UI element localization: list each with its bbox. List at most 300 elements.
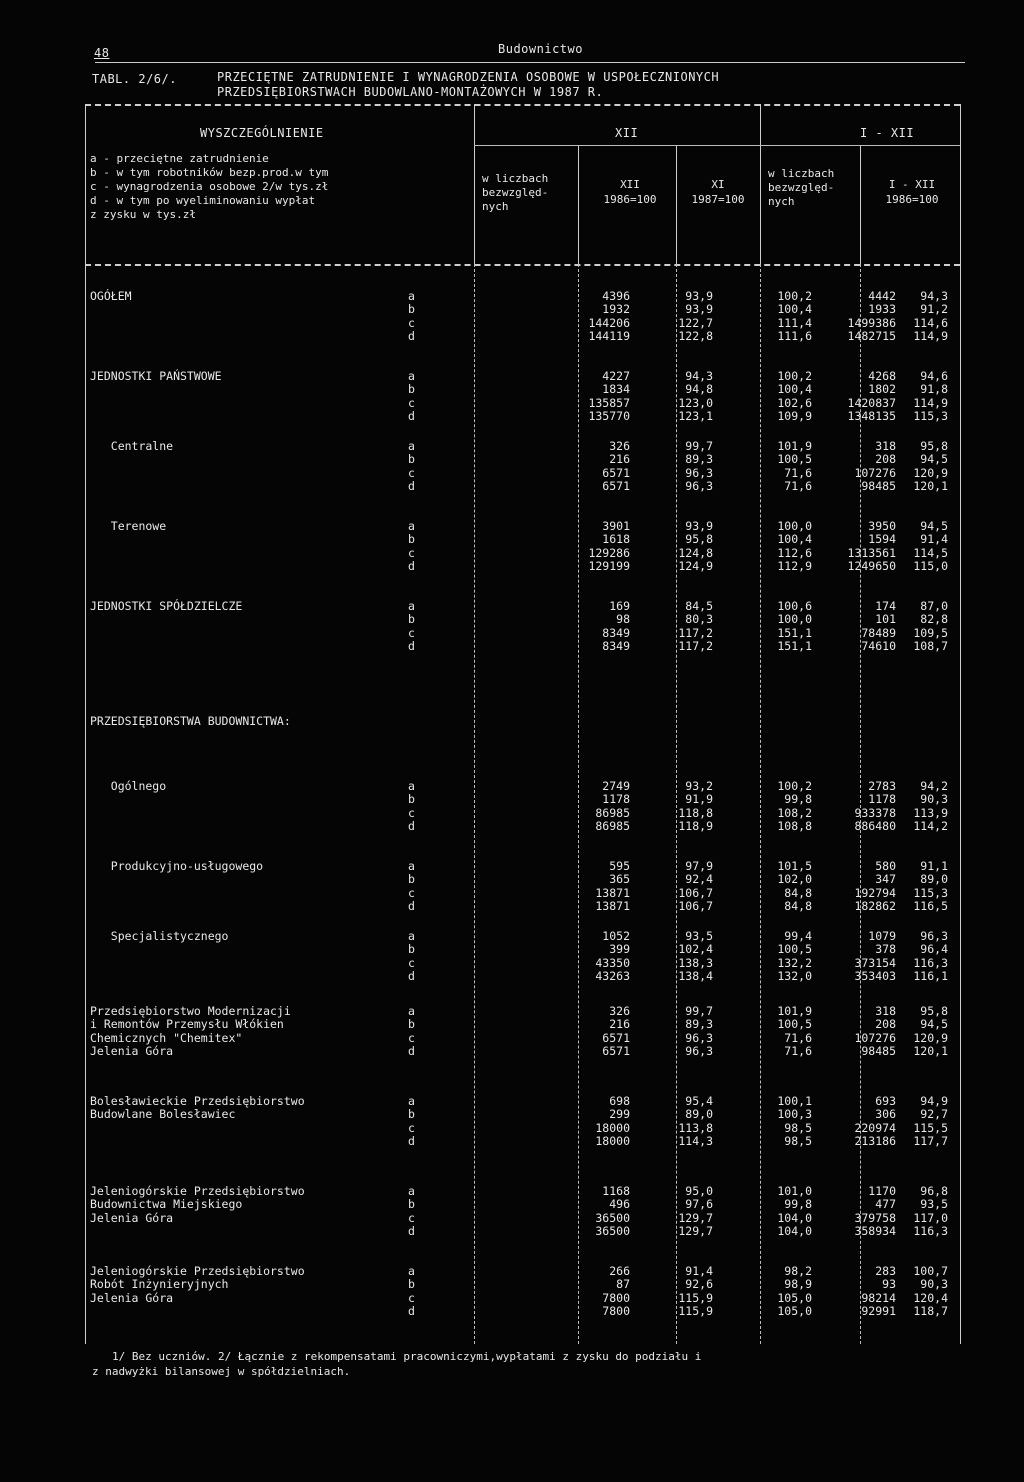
col-xii-1986: 96,3 bbox=[685, 1030, 713, 1045]
col-abs-i-xii: 98485 bbox=[861, 478, 896, 493]
group-label: Jeleniogórskie Przedsiębiorstwo bbox=[90, 1264, 305, 1278]
col-abs-i-xii: 3950 bbox=[868, 519, 896, 533]
col-xii-1986: 95,8 bbox=[685, 532, 713, 547]
row-code: d bbox=[408, 968, 415, 983]
table-row bbox=[90, 1185, 960, 1198]
col-xii-1986: 94,3 bbox=[685, 369, 713, 383]
row-code: a bbox=[408, 1094, 415, 1108]
col-xii-xi: 84,8 bbox=[784, 898, 812, 913]
col-i-xii-1986: 91,8 bbox=[920, 382, 948, 397]
row-code: c bbox=[408, 1210, 415, 1225]
group-label: Budownictwa Miejskiego bbox=[90, 1197, 243, 1212]
col-xii-1986: 122,8 bbox=[678, 328, 713, 343]
group-label: Robót Inżynieryjnych bbox=[90, 1277, 229, 1292]
header-col5-line: 1986=100 bbox=[885, 193, 939, 206]
col-xii-1986: 124,8 bbox=[678, 545, 713, 560]
group-label: Jeleniogórskie Przedsiębiorstwo bbox=[90, 1184, 305, 1198]
row-code: c bbox=[408, 805, 415, 820]
col-xii-1986: 93,2 bbox=[685, 779, 713, 793]
col-abs-xii: 18000 bbox=[595, 1120, 630, 1135]
col-abs-xii: 8349 bbox=[602, 638, 630, 653]
col-abs-i-xii: 220974 bbox=[854, 1120, 896, 1135]
col-xii-1986: 96,3 bbox=[685, 478, 713, 493]
col-abs-xii: 2749 bbox=[602, 779, 630, 793]
col-abs-xii: 98 bbox=[616, 612, 630, 627]
col-xii-1986: 97,9 bbox=[685, 859, 713, 873]
col-xii-xi: 132,2 bbox=[777, 955, 812, 970]
col-xii-xi: 101,5 bbox=[777, 859, 812, 873]
col-xii-1986: 93,5 bbox=[685, 929, 713, 943]
col-abs-xii: 13871 bbox=[595, 898, 630, 913]
col-abs-xii: 86985 bbox=[595, 818, 630, 833]
col-abs-i-xii: 1348135 bbox=[847, 408, 896, 423]
table-row bbox=[90, 1212, 960, 1225]
col-i-xii-1986: 116,1 bbox=[913, 968, 948, 983]
col-abs-i-xii: 98214 bbox=[861, 1290, 896, 1305]
col-abs-xii: 7800 bbox=[602, 1303, 630, 1318]
header-divider-5 bbox=[860, 145, 861, 264]
group-label: Jelenia Góra bbox=[90, 1290, 174, 1305]
col-i-xii-1986: 108,7 bbox=[913, 638, 948, 653]
table-row bbox=[90, 807, 960, 820]
row-code: c bbox=[408, 395, 415, 410]
table-row bbox=[90, 627, 960, 640]
col-abs-i-xii: 4268 bbox=[868, 369, 896, 383]
table-row bbox=[90, 613, 960, 626]
col-xii-1986: 122,7 bbox=[678, 315, 713, 330]
col-abs-i-xii: 933378 bbox=[854, 805, 896, 820]
row-code: d bbox=[408, 558, 415, 573]
group-label: Bolesławieckie Przedsiębiorstwo bbox=[90, 1094, 305, 1108]
table-row bbox=[90, 1135, 960, 1148]
col-xii-xi: 98,5 bbox=[784, 1120, 812, 1135]
table-row bbox=[90, 290, 960, 303]
col-xii-1986: 84,5 bbox=[685, 599, 713, 613]
col-abs-i-xii: 93 bbox=[882, 1277, 896, 1292]
col-i-xii-1986: 91,2 bbox=[920, 302, 948, 317]
col-xii-1986: 117,2 bbox=[678, 638, 713, 653]
col-abs-xii: 36500 bbox=[595, 1210, 630, 1225]
legend-line: b - w tym robotników bezp.prod.w tym bbox=[90, 166, 329, 179]
col-xii-xi: 100,0 bbox=[777, 612, 812, 627]
col-abs-xii: 13871 bbox=[595, 885, 630, 900]
col-abs-xii: 1052 bbox=[602, 929, 630, 943]
col-xii-xi: 111,6 bbox=[777, 328, 812, 343]
col-xii-xi: 108,8 bbox=[777, 818, 812, 833]
col-abs-xii: 326 bbox=[609, 439, 630, 453]
col-xii-xi: 98,2 bbox=[784, 1264, 812, 1278]
row-code: b bbox=[408, 1017, 415, 1032]
col-abs-xii: 266 bbox=[609, 1264, 630, 1278]
table-row bbox=[90, 383, 960, 396]
col-xii-xi: 99,8 bbox=[784, 1197, 812, 1212]
col-xii-xi: 71,6 bbox=[784, 1043, 812, 1058]
col-abs-xii: 1932 bbox=[602, 302, 630, 317]
header-col5 bbox=[868, 177, 956, 207]
table-row bbox=[90, 410, 960, 423]
group-label: JEDNOSTKI PAŃSTWOWE bbox=[90, 369, 222, 383]
col-abs-i-xii: 4442 bbox=[868, 289, 896, 303]
legend-line: z zysku w tys.zł bbox=[90, 208, 196, 221]
col-i-xii-1986: 94,5 bbox=[920, 1017, 948, 1032]
header-col1-line: nych bbox=[482, 200, 509, 213]
col-i-xii-1986: 94,2 bbox=[920, 779, 948, 793]
table-row bbox=[90, 1225, 960, 1238]
col-abs-xii: 135857 bbox=[588, 395, 630, 410]
row-code: a bbox=[408, 369, 415, 383]
col-abs-i-xii: 2783 bbox=[868, 779, 896, 793]
col-abs-i-xii: 1420837 bbox=[847, 395, 896, 410]
col-abs-i-xii: 358934 bbox=[854, 1223, 896, 1238]
col-i-xii-1986: 94,9 bbox=[920, 1094, 948, 1108]
col-i-xii-1986: 115,5 bbox=[913, 1120, 948, 1135]
col-xii-1986: 97,6 bbox=[685, 1197, 713, 1212]
col-i-xii-1986: 100,7 bbox=[913, 1264, 948, 1278]
col-i-xii-1986: 93,5 bbox=[920, 1197, 948, 1212]
col-i-xii-1986: 90,3 bbox=[920, 792, 948, 807]
row-code: b bbox=[408, 792, 415, 807]
table-row bbox=[90, 453, 960, 466]
header-col3 bbox=[688, 177, 748, 207]
table-row bbox=[90, 957, 960, 970]
row-code: a bbox=[408, 1184, 415, 1198]
col-abs-xii: 216 bbox=[609, 1017, 630, 1032]
col-xii-1986: 80,3 bbox=[685, 612, 713, 627]
col-i-xii-1986: 91,4 bbox=[920, 532, 948, 547]
row-code: d bbox=[408, 1223, 415, 1238]
col-abs-xii: 1168 bbox=[602, 1184, 630, 1198]
header-col2 bbox=[600, 177, 660, 207]
col-abs-xii: 6571 bbox=[602, 478, 630, 493]
table-row bbox=[90, 317, 960, 330]
table-row bbox=[90, 930, 960, 943]
col-i-xii-1986: 96,3 bbox=[920, 929, 948, 943]
col-xii-xi: 84,8 bbox=[784, 885, 812, 900]
col-i-xii-1986: 114,5 bbox=[913, 545, 948, 560]
table-row bbox=[90, 793, 960, 806]
row-code: c bbox=[408, 1290, 415, 1305]
col-xii-xi: 99,4 bbox=[784, 929, 812, 943]
col-abs-i-xii: 1802 bbox=[868, 382, 896, 397]
col-i-xii-1986: 113,9 bbox=[913, 805, 948, 820]
row-code: b bbox=[408, 612, 415, 627]
col-xii-xi: 71,6 bbox=[784, 478, 812, 493]
row-code: d bbox=[408, 328, 415, 343]
col-xii-xi: 100,4 bbox=[777, 532, 812, 547]
col-xii-xi: 151,1 bbox=[777, 638, 812, 653]
col-xii-xi: 112,6 bbox=[777, 545, 812, 560]
col-i-xii-1986: 115,3 bbox=[913, 885, 948, 900]
col-i-xii-1986: 96,8 bbox=[920, 1184, 948, 1198]
col-i-xii-1986: 116,5 bbox=[913, 898, 948, 913]
col-abs-i-xii: 306 bbox=[875, 1107, 896, 1122]
col-xii-1986: 106,7 bbox=[678, 898, 713, 913]
col-i-xii-1986: 120,9 bbox=[913, 465, 948, 480]
col-xii-xi: 105,0 bbox=[777, 1290, 812, 1305]
col-xii-1986: 91,4 bbox=[685, 1264, 713, 1278]
col-abs-xii: 1834 bbox=[602, 382, 630, 397]
row-code: b bbox=[408, 302, 415, 317]
col-abs-xii: 7800 bbox=[602, 1290, 630, 1305]
col-abs-xii: 698 bbox=[609, 1094, 630, 1108]
col-abs-i-xii: 1594 bbox=[868, 532, 896, 547]
col-xii-1986: 95,4 bbox=[685, 1094, 713, 1108]
col-abs-i-xii: 74610 bbox=[861, 638, 896, 653]
col-i-xii-1986: 89,0 bbox=[920, 872, 948, 887]
row-code: b bbox=[408, 532, 415, 547]
col-i-xii-1986: 117,0 bbox=[913, 1210, 948, 1225]
col-abs-xii: 8349 bbox=[602, 625, 630, 640]
group-label: Produkcyjno-usługowego bbox=[90, 859, 264, 873]
col-abs-xii: 36500 bbox=[595, 1223, 630, 1238]
col-xii-xi: 100,4 bbox=[777, 382, 812, 397]
table-title-line2: PRZEDSIĘBIORSTWACH BUDOWLANO-MONTAŻOWYCH W 1987 R. bbox=[217, 85, 604, 99]
col-abs-xii: 43263 bbox=[595, 968, 630, 983]
col-xii-1986: 118,8 bbox=[678, 805, 713, 820]
col-i-xii-1986: 114,9 bbox=[913, 395, 948, 410]
col-abs-i-xii: 1482715 bbox=[847, 328, 896, 343]
col-abs-xii: 129199 bbox=[588, 558, 630, 573]
col-abs-i-xii: 378 bbox=[875, 942, 896, 957]
col-abs-xii: 326 bbox=[609, 1004, 630, 1018]
col-abs-i-xii: 1178 bbox=[868, 792, 896, 807]
col-xii-1986: 93,9 bbox=[685, 289, 713, 303]
col-xii-xi: 98,5 bbox=[784, 1133, 812, 1148]
col-xii-1986: 99,7 bbox=[685, 439, 713, 453]
row-code: a bbox=[408, 1004, 415, 1018]
group-label: Jelenia Góra bbox=[90, 1210, 174, 1225]
header-col2-line: 1986=100 bbox=[603, 193, 657, 206]
col-xii-xi: 101,9 bbox=[777, 1004, 812, 1018]
row-code: b bbox=[408, 1107, 415, 1122]
col-xii-xi: 100,4 bbox=[777, 302, 812, 317]
header-col3-line: XI bbox=[711, 178, 725, 191]
col-abs-i-xii: 379758 bbox=[854, 1210, 896, 1225]
group-label: Budowlane Bolesławiec bbox=[90, 1107, 236, 1122]
table-row bbox=[90, 1005, 960, 1018]
col-abs-xii: 43350 bbox=[595, 955, 630, 970]
col-abs-i-xii: 1313561 bbox=[847, 545, 896, 560]
col-xii-1986: 94,8 bbox=[685, 382, 713, 397]
col-abs-i-xii: 373154 bbox=[854, 955, 896, 970]
header-col2-line: XII bbox=[620, 178, 640, 191]
row-code: d bbox=[408, 1043, 415, 1058]
table-row bbox=[90, 970, 960, 983]
col-i-xii-1986: 120,1 bbox=[913, 478, 948, 493]
legend-line: c - wynagrodzenia osobowe 2/w tys.zł bbox=[90, 180, 329, 193]
col-xii-xi: 112,9 bbox=[777, 558, 812, 573]
col-abs-xii: 1618 bbox=[602, 532, 630, 547]
col-xii-xi: 100,6 bbox=[777, 599, 812, 613]
group-label: Centralne bbox=[90, 439, 174, 453]
col-xii-1986: 115,9 bbox=[678, 1290, 713, 1305]
col-abs-xii: 496 bbox=[609, 1197, 630, 1212]
row-code: c bbox=[408, 955, 415, 970]
table-row bbox=[90, 370, 960, 383]
row-code: a bbox=[408, 599, 415, 613]
table-row bbox=[90, 1265, 960, 1278]
col-xii-1986: 138,4 bbox=[678, 968, 713, 983]
col-abs-xii: 399 bbox=[609, 942, 630, 957]
header-col1 bbox=[482, 172, 548, 214]
col-xii-xi: 132,0 bbox=[777, 968, 812, 983]
row-code: a bbox=[408, 929, 415, 943]
col-xii-1986: 138,3 bbox=[678, 955, 713, 970]
col-abs-i-xii: 78489 bbox=[861, 625, 896, 640]
header-col1-line: bezwzględ- bbox=[482, 186, 549, 199]
col-xii-xi: 100,2 bbox=[777, 779, 812, 793]
col-xii-xi: 100,2 bbox=[777, 289, 812, 303]
col-xii-xi: 71,6 bbox=[784, 465, 812, 480]
running-head: Budownictwo bbox=[498, 42, 583, 56]
col-xii-xi: 100,1 bbox=[777, 1094, 812, 1108]
col-abs-i-xii: 1079 bbox=[868, 929, 896, 943]
col-xii-xi: 100,0 bbox=[777, 519, 812, 533]
row-code: b bbox=[408, 382, 415, 397]
header-divider-3 bbox=[578, 145, 579, 264]
col-abs-xii: 216 bbox=[609, 452, 630, 467]
col-xii-xi: 108,2 bbox=[777, 805, 812, 820]
table-row bbox=[90, 1122, 960, 1135]
col-xii-xi: 100,5 bbox=[777, 452, 812, 467]
col-abs-xii: 144206 bbox=[588, 315, 630, 330]
table-row bbox=[90, 1108, 960, 1121]
col-abs-xii: 18000 bbox=[595, 1133, 630, 1148]
row-code: d bbox=[408, 478, 415, 493]
group-label: i Remontów Przemysłu Włókien bbox=[90, 1017, 284, 1032]
table-row bbox=[90, 560, 960, 573]
header-col4 bbox=[768, 167, 834, 209]
col-xii-1986: 129,7 bbox=[678, 1210, 713, 1225]
col-abs-xii: 135770 bbox=[588, 408, 630, 423]
row-code: d bbox=[408, 1303, 415, 1318]
col-abs-i-xii: 213186 bbox=[854, 1133, 896, 1148]
col-xii-1986: 96,3 bbox=[685, 1043, 713, 1058]
col-xii-xi: 151,1 bbox=[777, 625, 812, 640]
row-code: a bbox=[408, 289, 415, 303]
col-xii-xi: 104,0 bbox=[777, 1210, 812, 1225]
col-abs-i-xii: 98485 bbox=[861, 1043, 896, 1058]
table-row bbox=[90, 533, 960, 546]
row-code: d bbox=[408, 818, 415, 833]
header-col4-line: bezwzględ- bbox=[768, 181, 835, 194]
col-i-xii-1986: 90,3 bbox=[920, 1277, 948, 1292]
header-wyszczegolnienie: WYSZCZEGÓLNIENIE bbox=[200, 126, 324, 140]
row-code: b bbox=[408, 942, 415, 957]
page-number: 48 bbox=[94, 46, 110, 60]
row-code: c bbox=[408, 465, 415, 480]
row-code: a bbox=[408, 779, 415, 793]
col-abs-i-xii: 208 bbox=[875, 1017, 896, 1032]
col-abs-i-xii: 477 bbox=[875, 1197, 896, 1212]
header-xii: XII bbox=[615, 126, 639, 140]
group-label: Ogólnego bbox=[90, 779, 167, 793]
col-xii-1986: 124,9 bbox=[678, 558, 713, 573]
table-right-border bbox=[960, 104, 961, 1344]
col-xii-xi: 100,5 bbox=[777, 942, 812, 957]
row-code: c bbox=[408, 885, 415, 900]
col-i-xii-1986: 118,7 bbox=[913, 1303, 948, 1318]
col-abs-i-xii: 693 bbox=[875, 1094, 896, 1108]
col-i-xii-1986: 95,8 bbox=[920, 1004, 948, 1018]
header-divider-2 bbox=[760, 104, 761, 264]
col-abs-i-xii: 208 bbox=[875, 452, 896, 467]
col-xii-1986: 115,9 bbox=[678, 1303, 713, 1318]
col-abs-xii: 87 bbox=[616, 1277, 630, 1292]
col-i-xii-1986: 109,5 bbox=[913, 625, 948, 640]
row-code: a bbox=[408, 1264, 415, 1278]
col-abs-i-xii: 174 bbox=[875, 599, 896, 613]
col-abs-i-xii: 1499386 bbox=[847, 315, 896, 330]
group-label: PRZEDSIĘBIORSTWA BUDOWNICTWA: bbox=[90, 714, 291, 728]
group-label: Jelenia Góra bbox=[90, 1043, 174, 1058]
table-row bbox=[90, 330, 960, 343]
table-row bbox=[90, 887, 960, 900]
col-xii-1986: 93,9 bbox=[685, 519, 713, 533]
col-i-xii-1986: 95,8 bbox=[920, 439, 948, 453]
row-code: c bbox=[408, 315, 415, 330]
row-code: b bbox=[408, 1197, 415, 1212]
table-row bbox=[90, 397, 960, 410]
col-abs-xii: 1178 bbox=[602, 792, 630, 807]
table-row bbox=[90, 820, 960, 833]
col-abs-xii: 6571 bbox=[602, 1043, 630, 1058]
group-label: Chemicznych "Chemitex" bbox=[90, 1030, 243, 1045]
col-i-xii-1986: 92,7 bbox=[920, 1107, 948, 1122]
group-label: Przedsiębiorstwo Modernizacji bbox=[90, 1004, 291, 1018]
col-xii-1986: 99,7 bbox=[685, 1004, 713, 1018]
table-row bbox=[90, 873, 960, 886]
col-abs-i-xii: 347 bbox=[875, 872, 896, 887]
header-divider-1 bbox=[474, 104, 475, 264]
col-xii-1986: 95,0 bbox=[685, 1184, 713, 1198]
table-row bbox=[90, 1095, 960, 1108]
group-label: OGÓŁEM bbox=[90, 289, 132, 303]
table-row bbox=[90, 303, 960, 316]
table-row bbox=[90, 1198, 960, 1211]
col-abs-xii: 365 bbox=[609, 872, 630, 887]
col-xii-1986: 129,7 bbox=[678, 1223, 713, 1238]
col-i-xii-1986: 87,0 bbox=[920, 599, 948, 613]
col-xii-1986: 92,4 bbox=[685, 872, 713, 887]
header-i-xii: I - XII bbox=[860, 126, 915, 140]
col-i-xii-1986: 114,9 bbox=[913, 328, 948, 343]
header-divider-4 bbox=[676, 145, 677, 264]
header-col3-line: 1987=100 bbox=[691, 193, 745, 206]
row-code: a bbox=[408, 859, 415, 873]
col-xii-1986: 96,3 bbox=[685, 465, 713, 480]
col-xii-xi: 105,0 bbox=[777, 1303, 812, 1318]
col-xii-1986: 123,0 bbox=[678, 395, 713, 410]
table-label: TABL. 2/6/. bbox=[92, 72, 177, 86]
col-abs-i-xii: 92991 bbox=[861, 1303, 896, 1318]
col-abs-i-xii: 886480 bbox=[854, 818, 896, 833]
col-i-xii-1986: 120,1 bbox=[913, 1043, 948, 1058]
col-xii-1986: 92,6 bbox=[685, 1277, 713, 1292]
col-abs-i-xii: 580 bbox=[875, 859, 896, 873]
col-i-xii-1986: 94,3 bbox=[920, 289, 948, 303]
footnote-line1: 1/ Bez uczniów. 2/ Łącznie z rekompensatami pracowniczymi,wypłatami z zysku do podziału i bbox=[112, 1350, 702, 1363]
col-abs-i-xii: 283 bbox=[875, 1264, 896, 1278]
col-xii-1986: 123,1 bbox=[678, 408, 713, 423]
col-i-xii-1986: 94,5 bbox=[920, 519, 948, 533]
col-xii-xi: 100,3 bbox=[777, 1107, 812, 1122]
row-code: a bbox=[408, 439, 415, 453]
col-abs-xii: 3901 bbox=[602, 519, 630, 533]
col-xii-1986: 89,3 bbox=[685, 1017, 713, 1032]
col-xii-1986: 113,8 bbox=[678, 1120, 713, 1135]
col-xii-1986: 114,3 bbox=[678, 1133, 713, 1148]
